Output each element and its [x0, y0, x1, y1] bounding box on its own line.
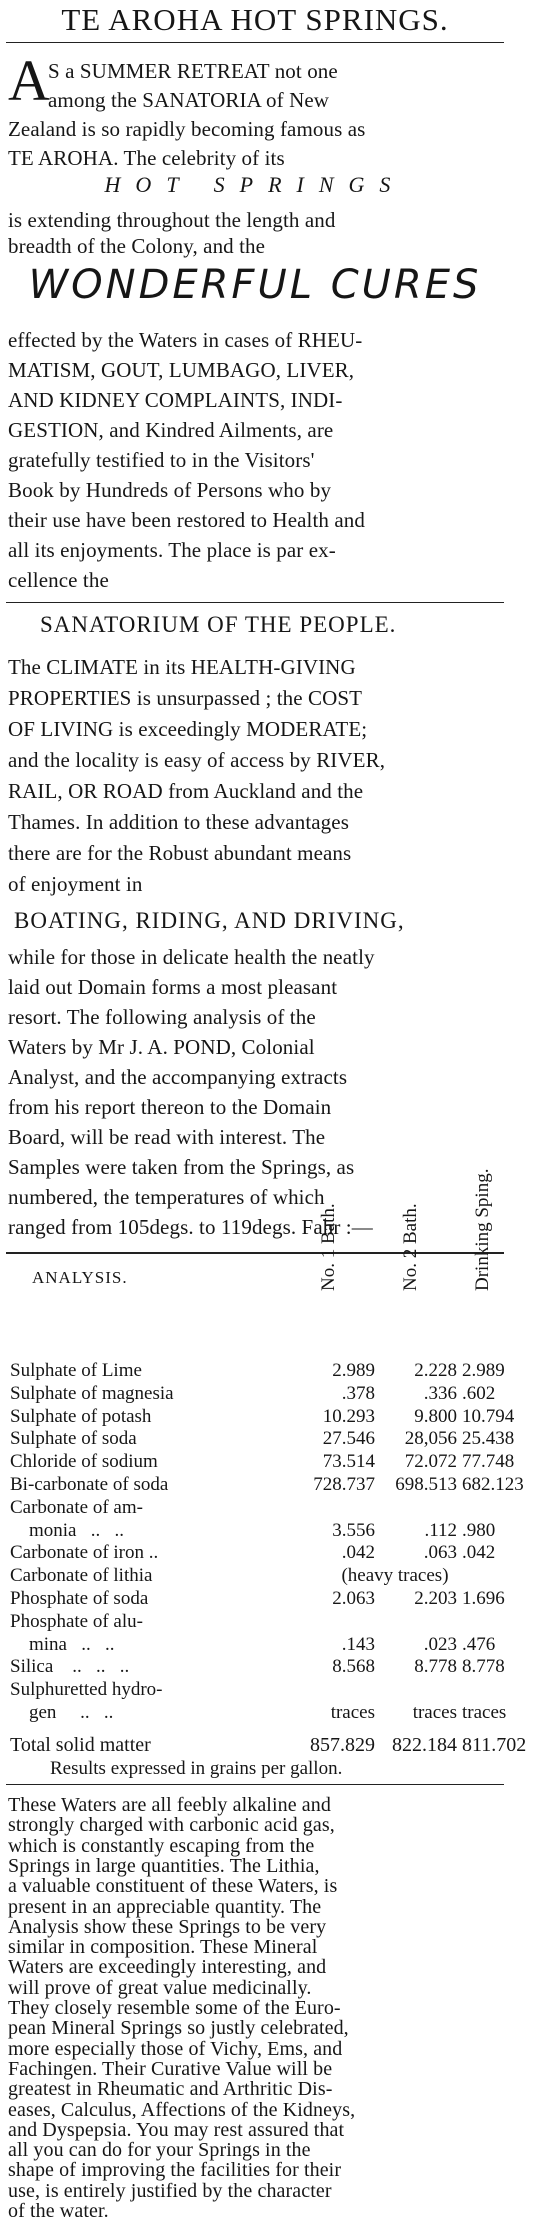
table-cell: 72.072	[404, 1451, 457, 1473]
table-cell: 73.514	[322, 1451, 375, 1473]
intro-line: TE AROHA. The celebrity of its	[8, 146, 285, 170]
para5-line: eases, Calculus, Affections of the Kidneys,	[8, 2098, 356, 2121]
para5-line: Analysis show these Springs to be very	[8, 1915, 327, 1938]
table-cell: traces	[412, 1702, 457, 1723]
intro-line: S a SUMMER RETREAT not one	[48, 59, 338, 83]
para3-line: and the locality is easy of access by RIVER,	[8, 748, 386, 772]
para3-line: RAIL, OR ROAD from Auckland and the	[8, 779, 364, 803]
para2-line: effected by the Waters in cases of RHEU-	[8, 328, 363, 352]
table-row-label: Bi-carbonate of soda	[10, 1474, 169, 1495]
para5-line: greatest in Rheumatic and Arthritic Dis-	[8, 2078, 333, 2101]
table-cell: .023	[423, 1633, 457, 1655]
table-top-rule	[6, 1252, 504, 1254]
para3-line: there are for the Robust abundant means	[8, 841, 352, 865]
table-cell: 9.800	[414, 1405, 457, 1427]
para4-line: numbered, the temperatures of which	[8, 1185, 325, 1209]
table-cell: (heavy traces)	[341, 1565, 449, 1587]
table-cell: 8.568	[332, 1656, 375, 1678]
table-row-label: Sulphuretted hydro-	[10, 1679, 163, 1701]
total-label: Total solid matter	[10, 1734, 151, 1756]
table-cell: 27.546	[322, 1428, 375, 1450]
wonderful-cures-heading: WONDERFUL CURES	[28, 262, 482, 308]
table-cell: 2.203	[414, 1588, 457, 1609]
para5-line: will prove of great value medicinally.	[8, 1976, 312, 1999]
table-cell: 1.696	[462, 1588, 505, 1609]
table-cell: .042	[341, 1542, 375, 1564]
para3-line: OF LIVING is exceedingly MODERATE;	[8, 717, 368, 741]
para2-line: all its enjoyments. The place is par ex-	[8, 538, 336, 562]
table-cell: 8.778	[414, 1656, 457, 1678]
table-cell: .336	[423, 1382, 457, 1404]
table-footnote: Results expressed in grains per gallon.	[50, 1758, 343, 1779]
table-bottom-rule	[6, 1784, 504, 1785]
para5-line: These Waters are all feebly alkaline and	[8, 1794, 331, 1816]
para3-line: Thames. In addition to these advantages	[8, 810, 349, 834]
para5-line: They closely resemble some of the Euro-	[8, 1997, 341, 2019]
analysis-header: ANALYSIS.	[32, 1268, 128, 1287]
para5-line: and Dyspepsia. You may rest assured that	[8, 2118, 345, 2141]
para5-line: of the water.	[8, 2200, 109, 2222]
table-row-label: Sulphate of magnesia	[10, 1382, 174, 1404]
table-cell: 25.438	[462, 1428, 515, 1450]
total-3: 811.702	[462, 1734, 527, 1756]
table-row-label: Carbonate of iron ..	[10, 1542, 159, 1564]
table-cell: 28,056	[404, 1428, 457, 1450]
para5-line: Springs in large quantities. The Lithia,	[8, 1854, 320, 1877]
ad-title: TE AROHA HOT SPRINGS.	[61, 2, 449, 37]
para4-line: laid out Domain forms a most pleasant	[8, 975, 338, 999]
para5-line: Fachingen. Their Curative Value will be	[8, 2057, 333, 2080]
table-row-label: monia .. ..	[10, 1519, 124, 1541]
table-row-label: Silica .. .. ..	[10, 1656, 130, 1678]
boating-heading: BOATING, RIDING, AND DRIVING,	[14, 908, 405, 933]
para5-line: pean Mineral Springs so justly celebrated,	[8, 2017, 349, 2040]
para5-line: strongly charged with carbonic acid gas,	[8, 1814, 335, 1837]
para4-line: while for those in delicate health the neatly	[8, 945, 375, 969]
para2-line: AND KIDNEY COMPLAINTS, INDI-	[8, 388, 343, 412]
table-cell: .476	[462, 1633, 496, 1655]
para4-line: resort. The following analysis of the	[8, 1005, 316, 1029]
title-rule	[6, 42, 504, 43]
para5-line: similar in composition. These Mineral	[8, 1936, 318, 1959]
table-row-label: Carbonate of am-	[10, 1496, 143, 1518]
para5-line: more especially those of Vichy, Ems, and	[8, 2037, 343, 2060]
table-row-label: Chloride of sodium	[10, 1451, 158, 1473]
col-header-2: No. 2 Bath.	[400, 1203, 421, 1291]
table-row-label: Sulphate of soda	[10, 1428, 137, 1450]
para5-line: all you can do for your Springs in the	[8, 2139, 311, 2162]
para5-line: a valuable constituent of these Waters, is	[8, 1875, 338, 1898]
table-cell: 2.989	[332, 1360, 375, 1381]
para2-line: MATISM, GOUT, LUMBAGO, LIVER,	[8, 358, 355, 382]
table-cell: 2.063	[332, 1588, 375, 1609]
table-cell: 698.513	[395, 1474, 457, 1495]
table-row-label: gen .. ..	[10, 1702, 114, 1723]
para2-line: their use have been restored to Health and	[8, 508, 365, 532]
para2-line: GESTION, and Kindred Ailments, are	[8, 418, 334, 442]
intro-line: Zealand is so rapidly becoming famous as	[8, 117, 366, 141]
para4-line: ranged from 105degs. to 119degs. Fahr :—	[8, 1215, 373, 1239]
table-cell: traces	[330, 1702, 375, 1723]
para4-line: Board, will be read with interest. The	[8, 1125, 326, 1149]
drop-cap: A	[8, 48, 50, 113]
table-cell: 10.293	[322, 1405, 375, 1427]
table-row-label: Phosphate of alu-	[10, 1610, 143, 1632]
table-cell: .042	[462, 1542, 496, 1564]
col-header-1: No. 1 Bath.	[318, 1203, 339, 1291]
para5-line: shape of improving the facilities for their	[8, 2159, 342, 2182]
para3-line: of enjoyment in	[8, 872, 143, 896]
table-row-label: Sulphate of Lime	[10, 1360, 142, 1381]
table-cell: 77.748	[462, 1451, 515, 1473]
para5-line: which is constantly escaping from the	[8, 1834, 315, 1857]
para1-line: breadth of the Colony, and the	[8, 234, 266, 258]
table-row-label: Phosphate of soda	[10, 1588, 149, 1609]
table-row-label: Sulphate of potash	[10, 1405, 152, 1427]
table-row-label: Carbonate of lithia	[10, 1565, 153, 1587]
table-cell: traces	[462, 1702, 507, 1723]
table-row-label: mina .. ..	[10, 1633, 115, 1655]
para4-line: Samples were taken from the Springs, as	[8, 1155, 355, 1179]
para5-line: use, is entirely justified by the character	[8, 2179, 332, 2202]
table-cell: 8.778	[462, 1656, 505, 1678]
table-cell: 10.794	[462, 1405, 515, 1427]
sanatorium-heading: SANATORIUM OF THE PEOPLE.	[40, 612, 397, 637]
table-cell: .378	[341, 1382, 375, 1404]
table-cell: .112	[424, 1519, 457, 1541]
col-header-3: Drinking Sping.	[472, 1168, 493, 1291]
table-cell: .143	[341, 1633, 375, 1655]
para4-line: from his report thereon to the Domain	[8, 1095, 332, 1119]
para5-line: Waters are exceedingly interesting, and	[8, 1956, 327, 1979]
para2-line: Book by Hundreds of Persons who by	[8, 478, 332, 502]
total-2: 822.184	[392, 1734, 457, 1756]
table-cell: 682.123	[462, 1474, 524, 1495]
intro-line: among the SANATORIA of New	[48, 88, 330, 112]
hot-springs-heading: HOT SPRINGS	[104, 172, 406, 197]
para4-line: Analyst, and the accompanying extracts	[8, 1065, 348, 1089]
para1-line: is extending throughout the length and	[8, 208, 336, 232]
para2-line: gratefully testified to in the Visitors'	[8, 448, 315, 472]
table-cell: 728.737	[313, 1474, 375, 1495]
table-cell: .063	[423, 1542, 457, 1564]
table-cell: 3.556	[332, 1519, 375, 1541]
para4-line: Waters by Mr J. A. POND, Colonial	[8, 1035, 315, 1059]
para3-line: PROPERTIES is unsurpassed ; the COST	[8, 686, 363, 710]
table-cell: .602	[462, 1382, 496, 1404]
total-1: 857.829	[310, 1734, 375, 1756]
para3-line: The CLIMATE in its HEALTH-GIVING	[8, 655, 356, 679]
para5-line: present in an appreciable quantity. The	[8, 1895, 322, 1918]
section-rule	[6, 602, 504, 603]
table-cell: 2.228	[414, 1360, 457, 1381]
table-cell: 2.989	[462, 1360, 505, 1381]
table-cell: .980	[462, 1519, 496, 1541]
para2-line: cellence the	[8, 568, 109, 592]
